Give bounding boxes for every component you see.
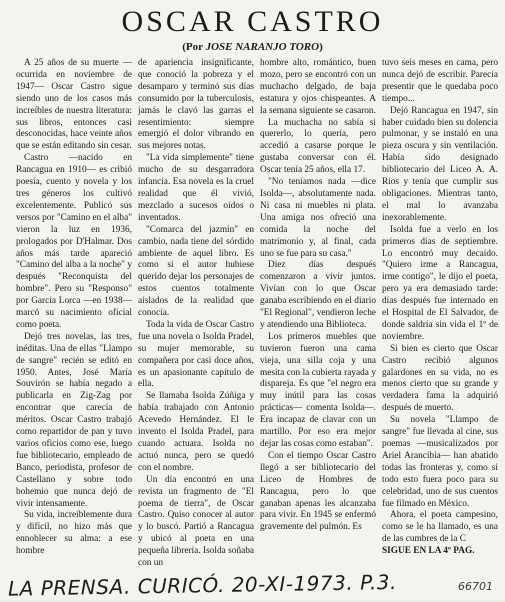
paragraph: Un día encontró en una revista un fragmento de "El poema de tierra", de Oscar Castro. Quiso conocer al autor y lo buscó. Partió a Rancagua y ubicó al poeta en una pequeña librería. Isolda soñaba con un — [138, 474, 254, 569]
paragraph: Se llamaba Isolda Zúñiga y había trabajado con Antonio Acevedo Hernández. El le invento el Isolda Pradel, para cuando actuara. Isolda no actuó nunca, pero se quedó con el nombre. — [138, 391, 254, 473]
column-2 — [138, 58, 254, 576]
paragraph: Con el tiempo Oscar Castro llegó a ser bibliotecario del Liceo de Hombres de Rancagua, pero lo que ganaban apenas les alcanzaba para vivir. En 1945 se enfermó gravemente del pulmón. Es — [260, 450, 376, 533]
paragraph: tuvo seis meses en cama, pero nunca dejó de escribir. Parecía presentir que le quedaba poco tiempo... — [382, 58, 498, 104]
article-title: OSCAR CASTRO — [121, 5, 384, 38]
article-byline — [0, 40, 505, 54]
paragraph: Ahora, el poeta campesino, como se le ha llamado, es una de las cumbres de la C — [382, 510, 498, 545]
column-1 — [16, 58, 132, 576]
paragraph: de apariencia insignificante, que conoció la pobreza y el desamparo y terminó sus días consumido por la tuberculosis, jamás le clavó las garras el resentimiento: siempre emergió el dolor vibrando en sus mejores notas. — [138, 58, 254, 152]
byline-prefix: (Por — [182, 41, 206, 53]
paragraph: Si bien es cierto que Oscar Castro recibió algunos galardones en su vida, no es menos cierto que su grande y verdadera fama la adquirió después de muerto. — [382, 343, 498, 414]
paragraph: Dejó Rancagua en 1947, sin haber cuidado bien su dolencia pulmonar, y se instaló en una pieza oscura y sin ventilación. Había sido designado bibliotecario del Liceo A. A. Ríos y tenía que cumplir sus obligaciones. Mientras tanto, el mal lo avanzaba inexorablemente. — [382, 105, 498, 223]
archive-code: 66701 — [458, 580, 493, 593]
paragraph: Toda la vida de Oscar Castro fue una novela o Isolda Pradel, su mujer memorable, su compañera por casi doce años, es un apasionante capítulo de ella. — [138, 319, 254, 390]
byline-author: JOSE NARANJO TORO — [205, 41, 320, 53]
paragraph: Su novela "Llampo de sangre" fue llevada al cine, sus poemas —musicalizados por Ariel Arancibia— han abatido todas las fronteras y, como si todo esto fuera poco para su celebridad, uno de sus cuentos fue filmado en México. — [382, 415, 498, 509]
article-body — [16, 58, 498, 576]
paragraph: Su vida, increíblemente dura y difícil, no hizo más que ennoblecer su alma: a ese hombre — [16, 510, 132, 557]
paragraph: Castro —nacido en Rancagua en 1910— es cribió poesía, cuento y novela y los tres géneros los cultivó excelentemente. Publicó sus versos por "Camino en el alba" vieron la luz en 1936, prologados por D'Halmar. Dos años más tarde apareció "Camino del alba a la noche" y después "Reconquista del hombre". Pero su "Responso" por García Lorca —en 1938— marcó su nacimiento oficial como poeta. — [16, 153, 132, 330]
paragraph: Dejó tres novelas, las tres, inéditas. Una de ellas "Llampo de sangre" recién se editó en 1950. Antes, José María Souvirón se había negado a publicarla en Zig-Zag por encontrar que carecía de méritos. Oscar Castro trabajó como repartidor de pan y tuvo varios oficios como ese, luego fue bibliotecario, empleado de Banco, periodista, profesor de Castellano y sobre todo bohemio que nunca dejó de vivir intensamente. — [16, 331, 132, 509]
paragraph: "La vida simplemente" tiene mucho de su desgarradora infancia. Esa novela es la cruel realidad que él vivió, mezclado a sucesos oídos o inventados. — [138, 153, 254, 223]
handwritten-source-note: LA PRENSA. CURICÓ. 20-XI-1973. P.3. — [7, 569, 398, 601]
paragraph: Los primeros muebles que tuvieron fueron una cama vieja, una silla coja y una mesita con la cubierta rayada y dispareja. Es que "el negro era muy inútil para las cosas prácticas— comenta Isolda—. Era incapaz de clavar con un martillo. Por eso era mejor dejar las cosas como estaban". — [260, 331, 376, 449]
column-3 — [260, 58, 376, 576]
column-4 — [382, 58, 498, 576]
paragraph: hombre alto, romántico, buen mozo, pero se encontró con un muchacho delgado, de baja estatura y ojos chispeantes. A la semana siguiente se casaron. — [260, 58, 376, 116]
paragraph: "No teníamos nada —dice Isolda—, absolutamente nada. Ni casa ni muebles ni plata. Una amiga nos ofreció una comida la noche del matrimonio y, al final, cada uno se fue para su casa." — [260, 177, 376, 259]
paragraph: A 25 años de su muerte —ocurrida en noviembre de 1947— Oscar Castro sigue siendo uno de los casos más increíbles de nuestra literatura: sus libros, entonces casi desconocidas, hace veinte años que se están editando sin cesar. — [16, 58, 132, 152]
paragraph: La muchacha no sabía si quererlo, lo quería, pero accedió a casarse porque le gustaba conversar con él. Oscar tenía 25 años, ella 17. — [260, 117, 376, 176]
byline-suffix: ) — [319, 41, 323, 53]
paragraph: "Comarca del jazmín" en cambio, nada tiene del sórdido ambiente de aquel libro. Es como si el autor hubiese querido dejar los personajes de estos cuentos totalmente aislados de la realidad que conocía. — [138, 224, 254, 319]
continuation-note: SIGUE EN LA 4º PAG. — [382, 546, 475, 557]
paragraph: Isolda fue a verlo en los primeros días de septiembre. Lo encontró muy decaído. "Quiero irme a Rancagua, irme contigo", le dijo el poeta, pero ya era demasiado tarde: días después fue internado en el Hospital de El Salvador, de donde saldría sin vida el 1º de noviembre. — [382, 224, 498, 342]
paragraph: Diez días después comenzaron a vivir juntos. Vivían con lo que Oscar ganaba escribiendo en el diario "El Regional", vendieron leche y atendiendo una Biblioteca. — [260, 260, 376, 330]
